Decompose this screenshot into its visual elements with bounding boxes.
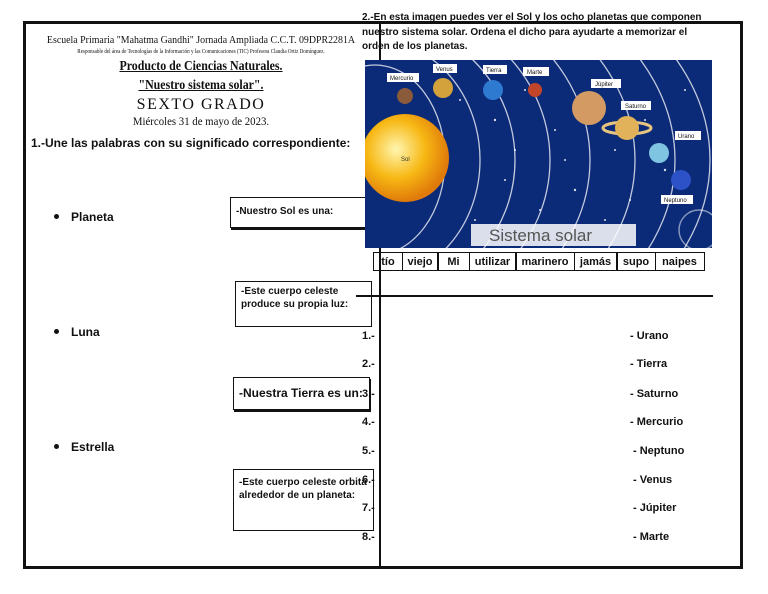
definition-box[interactable]: -Este cuerpo celeste orbita alrededor de un planeta: xyxy=(233,469,374,531)
solar-system-illustration xyxy=(365,60,712,248)
svg-text:Tierra: Tierra xyxy=(486,68,502,74)
word-cell[interactable]: viejo xyxy=(402,252,439,271)
instruction-1: 1.-Une las palabras con su significado correspondiente: xyxy=(31,136,351,150)
planet-name: - Marte xyxy=(633,531,670,543)
answer-number: 7.- xyxy=(362,502,375,514)
answer-number: 8.- xyxy=(362,531,375,543)
mars xyxy=(528,83,542,97)
answer-number: 4.- xyxy=(362,416,375,428)
responsible-teacher: Responsable del área de Tecnologías de la Información y las Comunicaciones (TIC) Profesora Claudia Ortiz Domínguez. xyxy=(77,49,325,55)
grade-label: SEXTO GRADO xyxy=(136,96,266,113)
svg-text:Venus: Venus xyxy=(436,67,453,73)
definition-box[interactable]: -Este cuerpo celeste produce su propia luz: xyxy=(235,281,372,327)
svg-text:Urano: Urano xyxy=(678,134,695,140)
word-cell[interactable]: marinero xyxy=(515,252,575,271)
definition-box[interactable]: -Nuestra Tierra es un: xyxy=(233,377,370,410)
planet-name: - Venus xyxy=(633,474,673,486)
word-cell[interactable]: Mi xyxy=(437,252,470,271)
solar-system-image xyxy=(365,60,712,248)
word-cell[interactable]: jamás xyxy=(574,252,618,271)
word-item[interactable]: Estrella xyxy=(54,440,114,454)
definition-box[interactable]: -Nuestro Sol es una: xyxy=(230,197,368,228)
word-cell[interactable]: naipes xyxy=(655,252,705,271)
neptune xyxy=(671,170,691,190)
earth xyxy=(483,80,503,100)
section-divider xyxy=(356,295,713,297)
bullet-icon xyxy=(54,329,59,334)
answer-number: 6.- xyxy=(362,474,375,486)
svg-text:Marte: Marte xyxy=(527,70,543,76)
planet-name: - Júpiter xyxy=(633,502,677,514)
bullet-icon xyxy=(54,214,59,219)
image-title: Sistema solar xyxy=(489,226,592,245)
svg-text:Saturno: Saturno xyxy=(625,104,647,110)
product-title: Producto de Ciencias Naturales. xyxy=(119,59,283,74)
svg-text:Neptuno: Neptuno xyxy=(664,198,687,204)
answer-number: 2.- xyxy=(362,358,375,370)
word-cell[interactable]: utilizar xyxy=(469,252,517,271)
jupiter xyxy=(572,91,606,125)
planet-name: - Urano xyxy=(630,330,669,342)
bullet-icon xyxy=(54,444,59,449)
topic-title: "Nuestro sistema solar". xyxy=(138,78,264,93)
mercury xyxy=(397,88,413,104)
svg-text:Júpiter: Júpiter xyxy=(595,82,614,88)
word-item[interactable]: Luna xyxy=(54,325,100,339)
answer-number: 5.- xyxy=(362,445,375,457)
planet-name: - Saturno xyxy=(630,388,679,400)
uranus xyxy=(649,143,669,163)
answer-number: 3.- xyxy=(362,388,375,400)
planet-name: - Mercurio xyxy=(630,416,684,428)
word-cell[interactable]: tío xyxy=(373,252,403,271)
svg-text:Mercurio: Mercurio xyxy=(390,76,414,82)
planet-name: - Tierra xyxy=(630,358,668,370)
answer-number: 1.- xyxy=(362,330,375,342)
word-cell[interactable]: supo xyxy=(616,252,656,271)
sun-label: Sol xyxy=(401,157,410,163)
scrambled-words-row xyxy=(373,252,705,271)
school-name: Escuela Primaria "Mahatma Gandhi" Jornada Ampliada C.C.T. 09DPR2281A xyxy=(46,34,356,46)
instruction-2: 2.-En esta imagen puedes ver el Sol y los ocho planetas que componen nuestro sistema solar. Ordena el dicho para ayudarte a memorizar el orden de los planetas. xyxy=(362,12,702,52)
date-label: Miércoles 31 de mayo de 2023. xyxy=(132,114,270,128)
word-item[interactable]: Planeta xyxy=(54,210,114,224)
venus xyxy=(433,78,453,98)
planet-name: - Neptuno xyxy=(633,445,685,457)
